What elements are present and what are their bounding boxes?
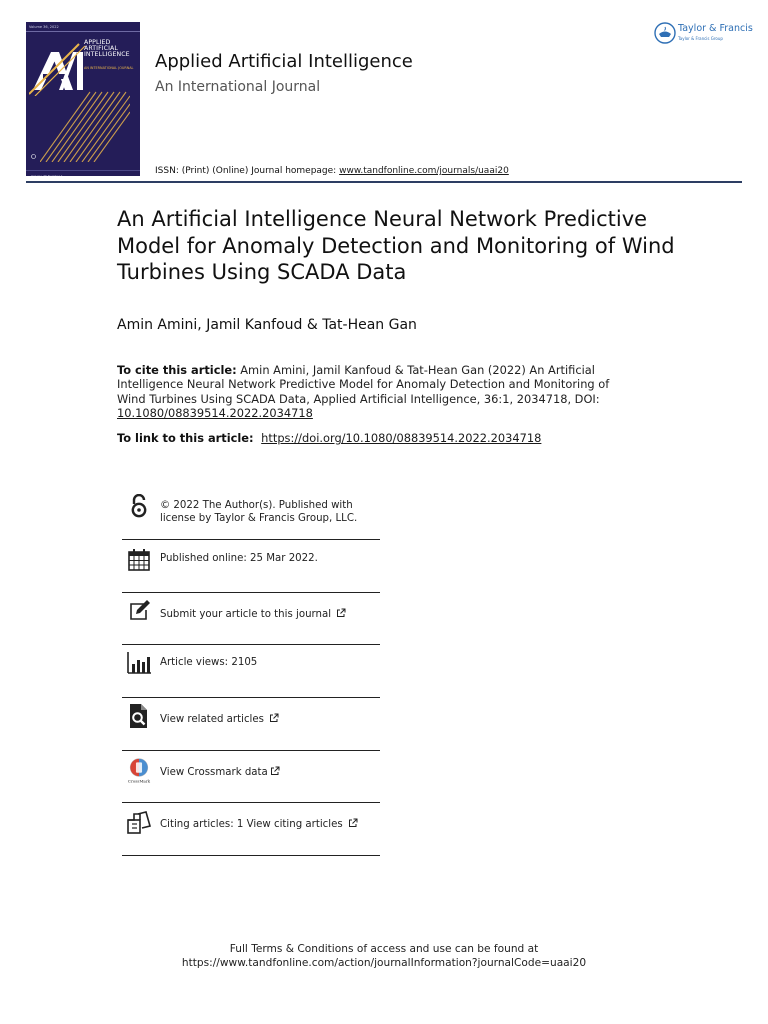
calendar-icon <box>126 547 152 573</box>
issn-label: ISSN: (Print) (Online) Journal homepage: <box>155 166 337 176</box>
submit-article-item[interactable] <box>122 592 380 645</box>
cite-doi-link[interactable]: 10.1080/08839514.2022.2034718 <box>117 406 313 421</box>
citing-articles-icon <box>126 810 152 836</box>
edit-icon <box>126 598 152 624</box>
cover-divider <box>26 31 140 32</box>
article-views-item <box>122 644 380 698</box>
cover-footer-text: Volume 36 Number 1 <box>31 174 63 176</box>
submit-article-text: Submit your article to this journal <box>160 609 332 620</box>
search-document-icon <box>126 703 152 729</box>
taylor-francis-logo[interactable] <box>652 21 753 47</box>
article-doi-link[interactable]: https://doi.org/10.1080/08839514.2022.2034718 <box>261 431 542 445</box>
svg-text:CrossMark: CrossMark <box>127 778 151 784</box>
article-link-line <box>117 431 541 445</box>
external-link-icon <box>348 818 358 828</box>
journal-subtitle: An International Journal <box>155 79 321 95</box>
terms-line: Full Terms & Conditions of access and use can be found at <box>229 943 539 955</box>
external-link-icon <box>269 713 279 723</box>
terms-url[interactable]: https://www.tandfonline.com/action/journalInformation?journalCode=uaai20 <box>181 957 587 969</box>
related-articles-text: View related articles <box>160 714 264 725</box>
external-link-icon <box>270 766 280 776</box>
open-access-icon <box>126 494 152 520</box>
published-online-item <box>122 539 380 593</box>
journal-homepage-link[interactable]: www.tandfonline.com/journals/uaai20 <box>339 166 509 176</box>
copyright-line-1: © 2022 The Author(s). Published with <box>160 500 353 511</box>
cover-volume-line: Volume 36, 2022 <box>29 25 59 29</box>
published-online-text: Published online: 25 Mar 2022. <box>160 553 318 564</box>
article-title: An Artificial Intelligence Neural Network Predictive Model for Anomaly Detection and Monitoring of Wind Turbines Using SCADA Data <box>117 207 675 284</box>
terms-footer <box>0 942 768 970</box>
cover-stripe-pattern <box>40 82 130 162</box>
external-link-icon <box>336 608 346 618</box>
cover-publisher-logo-icon <box>31 154 65 159</box>
citation-block <box>117 363 617 421</box>
cite-label: To cite this article: <box>117 363 237 377</box>
publisher-name: Taylor & Francis <box>678 23 753 34</box>
citing-articles-text: Citing articles: 1 View citing articles <box>160 819 343 830</box>
article-views-text: Article views: 2105 <box>160 657 258 668</box>
open-access-item <box>122 492 380 540</box>
cite-text: Amin Amini, Jamil Kanfoud & Tat-Hean Gan (2022) An Artificial Intelligence Neural Network Predictive Model for Anomaly Detection and Monitoring of Wind Turbines Using SCADA Data, Applied Artificial Intelligence, 36:1, 2034718, DOI: <box>117 363 610 406</box>
cover-footer-divider <box>26 170 140 171</box>
bar-chart-icon <box>126 650 152 676</box>
header-rule <box>26 181 742 183</box>
crossmark-text: View Crossmark data <box>160 767 268 778</box>
citing-articles-item[interactable] <box>122 802 380 856</box>
related-articles-item[interactable] <box>122 697 380 751</box>
cover-journal-name: APPLIED ARTIFICIAL INTELLIGENCE <box>84 39 130 59</box>
article-authors: Amin Amini, Jamil Kanfoud & Tat-Hean Gan <box>117 317 417 333</box>
crossmark-item[interactable] <box>122 750 380 803</box>
journal-cover-thumbnail <box>26 22 140 176</box>
publisher-group: Taylor & Francis Group <box>678 36 723 41</box>
issn-line <box>155 166 509 176</box>
journal-title: Applied Artificial Intelligence <box>155 51 413 72</box>
cover-journal-subtitle: AN INTERNATIONAL JOURNAL <box>84 66 134 70</box>
taylor-francis-lamp-icon <box>654 22 676 44</box>
copyright-line-2: license by Taylor & Francis Group, LLC. <box>160 512 358 524</box>
link-label: To link to this article: <box>117 431 254 445</box>
crossmark-icon <box>126 758 152 784</box>
